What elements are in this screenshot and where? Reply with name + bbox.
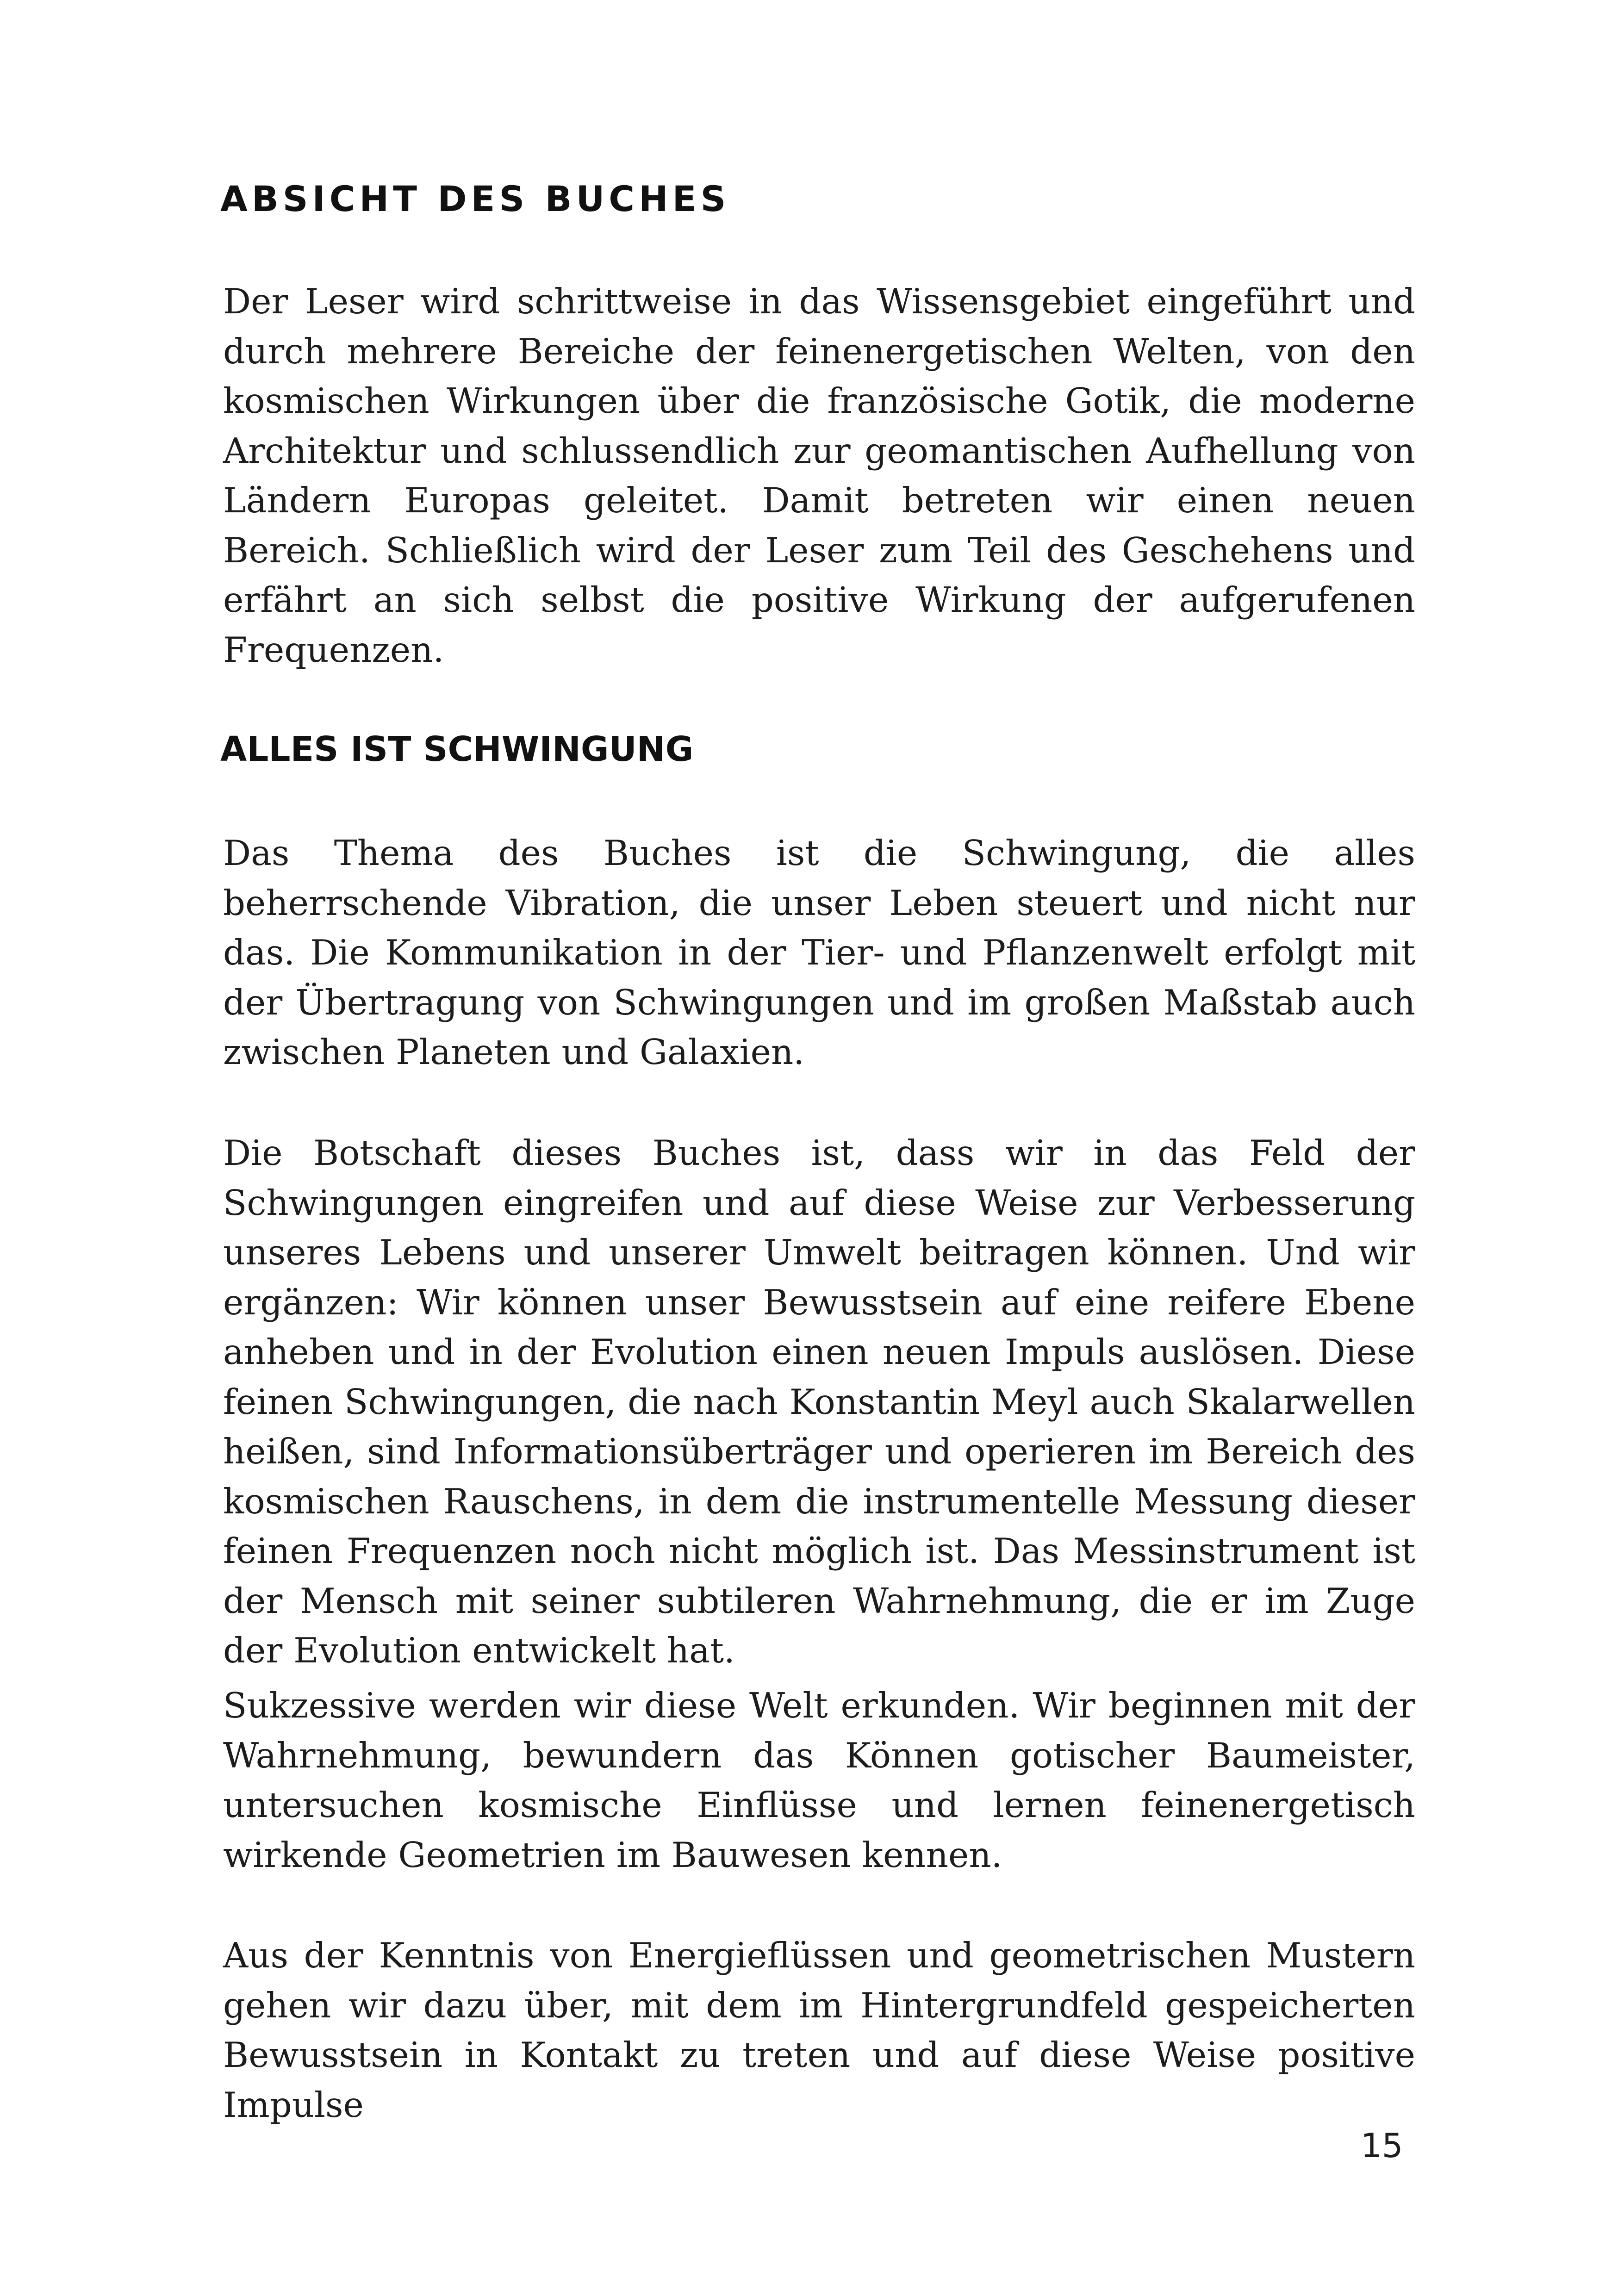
page-number: 15 — [1361, 2126, 1403, 2165]
paragraph-botschaft: Die Botschaft dieses Buches ist, dass wir in das Feld der Schwingungen eingreifen und auf diese Weise zur Verbesserung unseres Lebens und unserer Umwelt beitragen können. Und wir ergänzen: Wir können unser Bewusstsein auf eine reifere Ebene anheben und in der Evolution einen neuen Impuls auslösen. Diese feinen Schwingungen, die nach Konstantin Meyl auch Skalarwellen heißen, sind Informationsüberträger und operieren im Bereich des kosmischen Rauschens, in dem die instrumentelle Messung dieser feinen Frequenzen noch nicht möglich ist. Das Messinstrument ist der Mensch mit seiner subtileren Wahrnehmung, die er im Zuge der Evolution entwickelt hat. — [223, 1132, 1415, 1671]
paragraph-thema: Das Thema des Buches ist die Schwingung, die alles beherrschende Vibration, die unser Leben steuert und nicht nur das. Die Kommunikation in der Tier- und Pflanzenwelt erfolgt mit der Übertragung von Schwingungen und im großen Maßstab auch zwischen Planeten und Galaxien. — [223, 833, 1415, 1072]
section-heading-absicht: ABSICHT DES BUCHES — [220, 178, 730, 219]
paragraph-sukzessive: Sukzessive werden wir diese Welt erkunden. Wir beginnen mit der Wahrnehmung, bewundern das Können gotischer Baumeister, untersuchen kosmische Einflüsse und lernen feinenergetisch wirkende Geometrien im Bauwesen kennen. — [223, 1685, 1415, 1875]
paragraph-absicht: Der Leser wird schrittweise in das Wissensgebiet eingeführt und durch mehrere Bereiche der feinenergetischen Welten, von den kosmischen Wirkungen über die französische Gotik, die moderne Architektur und schlussendlich zur geomantischen Aufhellung von Ländern Europas geleitet. Damit betreten wir einen neuen Bereich. Schließlich wird der Leser zum Teil des Geschehens und erfährt an sich selbst die positive Wirkung der aufgerufenen Frequenzen. — [223, 281, 1415, 670]
paragraph-kenntnis: Aus der Kenntnis von Energieflüssen und geometrischen Mustern gehen wir dazu über, mit dem im Hintergrundfeld gespeicherten Bewusstsein in Kontakt zu treten und auf diese Weise positive Impulse — [223, 1935, 1415, 2125]
section-heading-schwingung: ALLES IST SCHWINGUNG — [220, 729, 694, 769]
